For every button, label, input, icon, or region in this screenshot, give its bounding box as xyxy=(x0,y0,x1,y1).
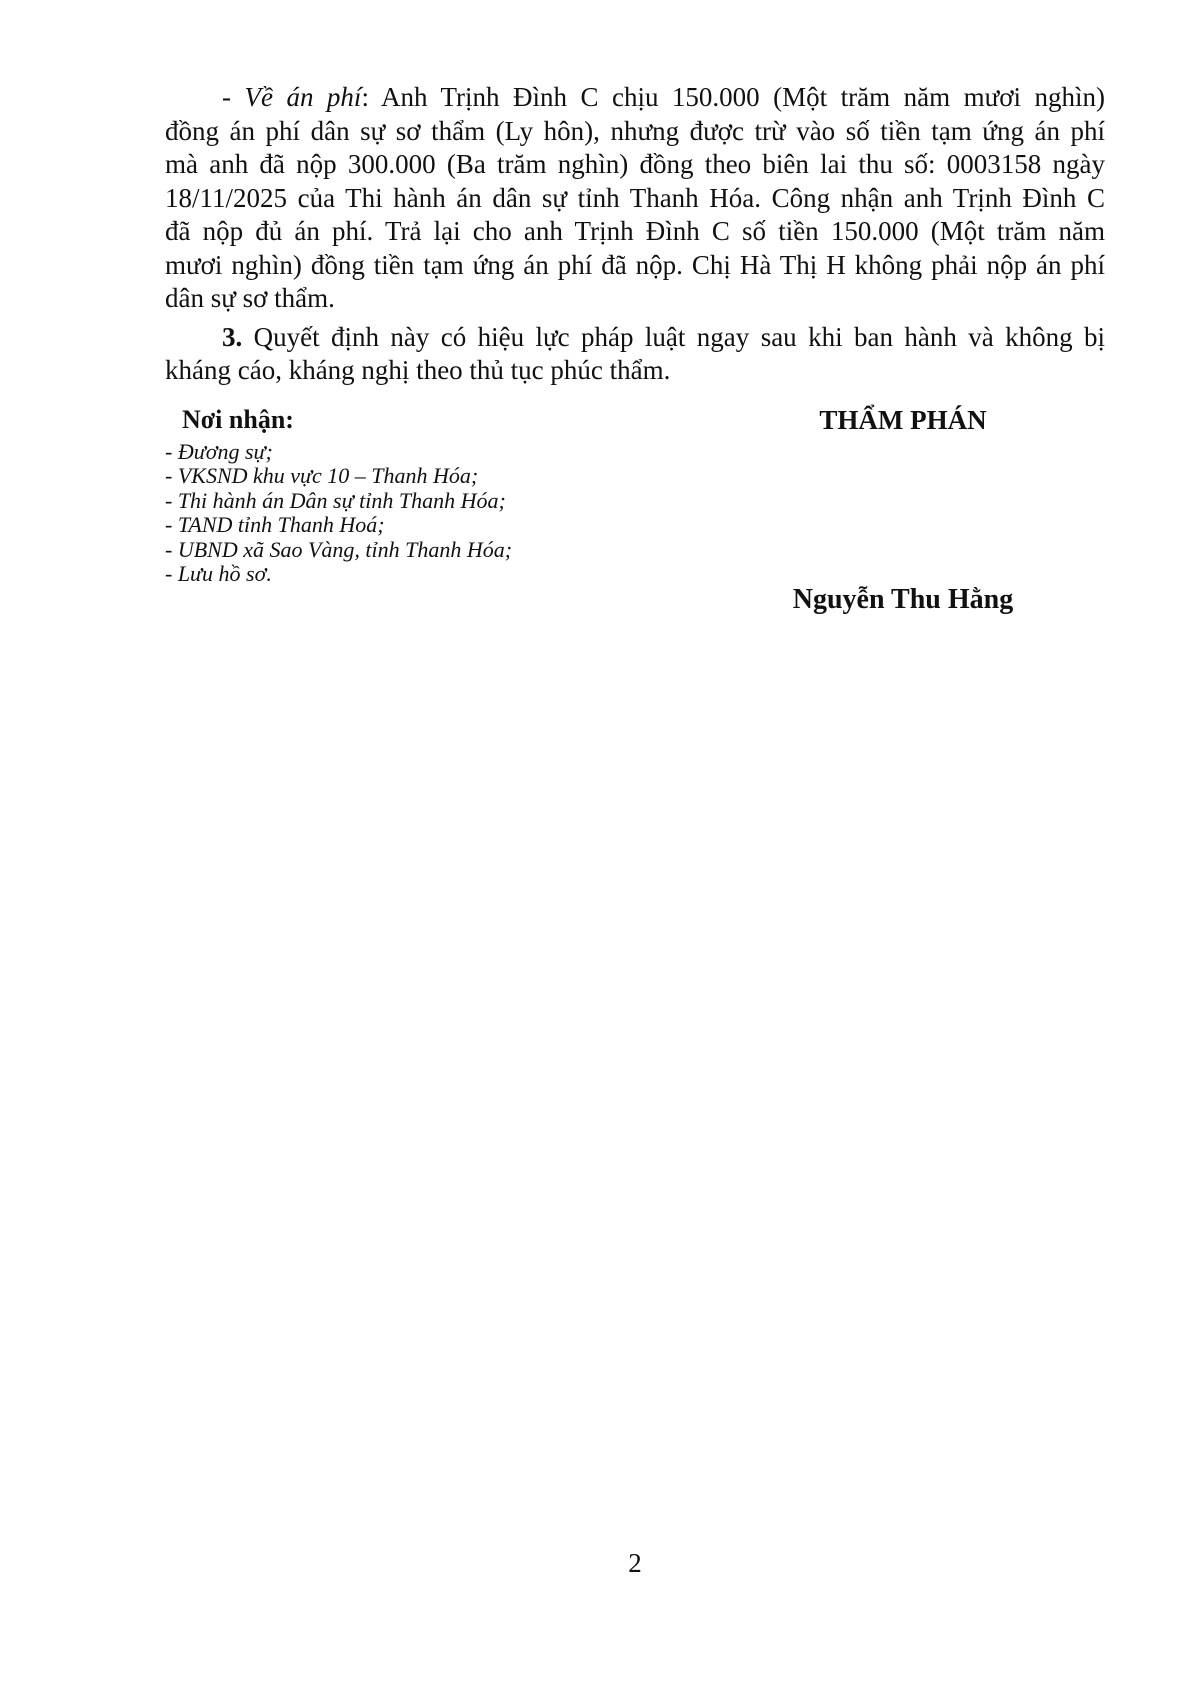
paragraph-text: : Anh Trịnh Đình C chịu 150.000 (Một trăm năm mươi nghìn) xyxy=(361,82,1105,112)
page-number: 2 xyxy=(628,1548,642,1578)
recipients-heading: Nơi nhận: xyxy=(182,404,294,434)
recipient-item: - Đương sự; xyxy=(165,438,273,464)
paragraph-line: đồng án phí dân sự sơ thẩm (Ly hôn), nhưng được trừ vào số tiền tạm ứng án phí xyxy=(165,115,1105,146)
recipients-block xyxy=(165,404,635,588)
page-content xyxy=(165,81,1105,634)
recipient-item: - VKSND khu vực 10 – Thanh Hóa; xyxy=(165,463,479,489)
paragraph-line xyxy=(165,321,1105,355)
judge-title: THẨM PHÁN xyxy=(819,404,987,435)
paragraph-line: dân sự sơ thẩm. xyxy=(165,283,335,313)
paragraph-line: kháng cáo, kháng nghị theo thủ tục phúc thẩm. xyxy=(165,355,671,385)
paragraph-line: đã nộp đủ án phí. Trả lại cho anh Trịnh Đình C số tiền 150.000 (Một trăm năm xyxy=(165,216,1105,246)
paragraph-line: 18/11/2025 của Thi hành án dân sự tỉnh Thanh Hóa. Công nhận anh Trịnh Đình C xyxy=(165,182,1105,213)
paragraph-line xyxy=(165,81,1105,115)
paragraph-line: mà anh đã nộp 300.000 (Ba trăm nghìn) đồng theo biên lai thu số: 0003158 ngày xyxy=(165,149,1105,179)
clause-number: 3. xyxy=(222,321,243,352)
recipient-item: - UBND xã Sao Vàng, tỉnh Thanh Hóa; xyxy=(165,536,513,562)
judge-signature-block xyxy=(718,404,1088,617)
fee-label-italic: Về án phí xyxy=(244,82,362,112)
recipient-item: - Thi hành án Dân sự tỉnh Thanh Hóa; xyxy=(165,487,506,513)
signature-section xyxy=(165,404,1105,634)
dash-prefix: - xyxy=(222,82,245,112)
court-fee-paragraph xyxy=(165,81,1105,316)
judge-name: Nguyễn Thu Hằng xyxy=(792,583,1014,615)
paragraph-line: mươi nghìn) đồng tiền tạm ứng án phí đã nộp. Chị Hà Thị H không phải nộp án phí xyxy=(165,249,1105,280)
recipient-item: - Lưu hồ sơ. xyxy=(165,561,272,587)
decision-effect-paragraph xyxy=(165,321,1105,388)
paragraph-text: Quyết định này có hiệu lực pháp luật ngay sau khi ban hành và không bị xyxy=(242,321,1105,352)
recipient-item: - TAND tỉnh Thanh Hoá; xyxy=(165,512,385,538)
